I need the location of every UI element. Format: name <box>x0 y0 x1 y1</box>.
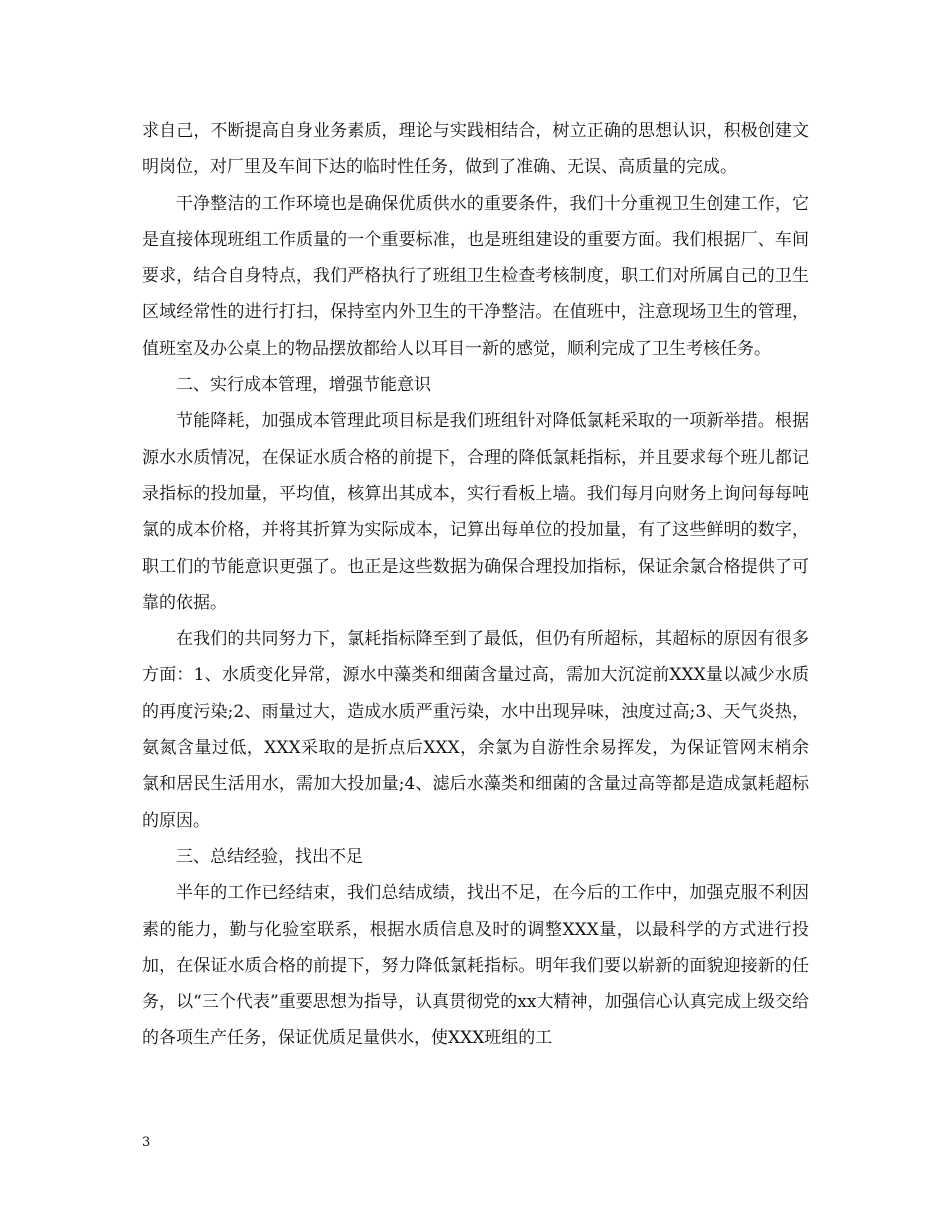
paragraph-summary: 半年的工作已经结束，我们总结成绩，找出不足，在今后的工作中，加强克服不利因素的能力，勤与化验室联系，根据水质信息及时的调整XXX量，以最科学的方式进行投加，在保证水质合格的前提下，努力降低氯耗指标。明年我们要以崭新的面貌迎接新的任务，以“三个代表”重要思想为指导，认真贯彻党的xx大精神，加强信心认真完成上级交给的各项生产任务，保证优质足量供水，使XXX班组的工 <box>142 883 809 1049</box>
paragraph-energy-saving: 节能降耗，加强成本管理此项目标是我们班组针对降低氯耗采取的一项新举措。根据源水水质情况，在保证水质合格的前提下，合理的降低氯耗指标，并且要求每个班儿都记录指标的投加量，平均值，核算出其成本，实行看板上墙。我们每月向财务上询问每每吨氯的成本价格，并将其折算为实际成本，记算出每单位的投加量，有了这些鲜明的数字，职工们的节能意识更强了。也正是这些数据为确保合理投加指标，保证余氯合格提供了可靠的依据。 <box>142 411 809 613</box>
paragraph-continuation: 求自己，不断提高自身业务素质，理论与实践相结合，树立正确的思想认识，积极创建文明岗位，对厂里及车间下达的临时性任务，做到了准确、无误、高质量的完成。 <box>142 121 809 178</box>
page-number: 3 <box>142 1135 151 1150</box>
paragraph-hygiene: 干净整洁的工作环境也是确保优质供水的重要条件，我们十分重视卫生创建工作，它是直接体现班组工作质量的一个重要标准，也是班组建设的重要方面。我们根据厂、车间要求，结合自身特点，我们严格执行了班组卫生检查考核制度，职工们对所属自己的卫生区域经常性的进行打扫，保持室内外卫生的干净整洁。在值班中，注意现场卫生的管理，值班室及办公桌上的物品摆放都给人以耳目一新的感觉，顺利完成了卫生考核任务。 <box>142 193 809 359</box>
document-body <box>142 113 809 1057</box>
paragraph-chlorine-causes: 在我们的共同努力下，氯耗指标降至到了最低，但仍有所超标，其超标的原因有很多方面：1、水质变化异常，源水中藻类和细菌含量过高，需加大沉淀前XXX量以减少水质的再度污染;2、雨量过大，造成水质严重污染，水中出现异味，浊度过高;3、天气炎热，氨氮含量过低，XXX采取的是折点后XXX，余氯为自游性余易挥发，为保证管网末梢余氯和居民生活用水，需加大投加量;4、滤后水藻类和细菌的含量过高等都是造成氯耗超标的原因。 <box>142 629 809 831</box>
section-heading-summary: 三、总结经验，找出不足 <box>176 846 363 867</box>
section-heading-cost-management: 二、实行成本管理，增强节能意识 <box>176 375 431 396</box>
